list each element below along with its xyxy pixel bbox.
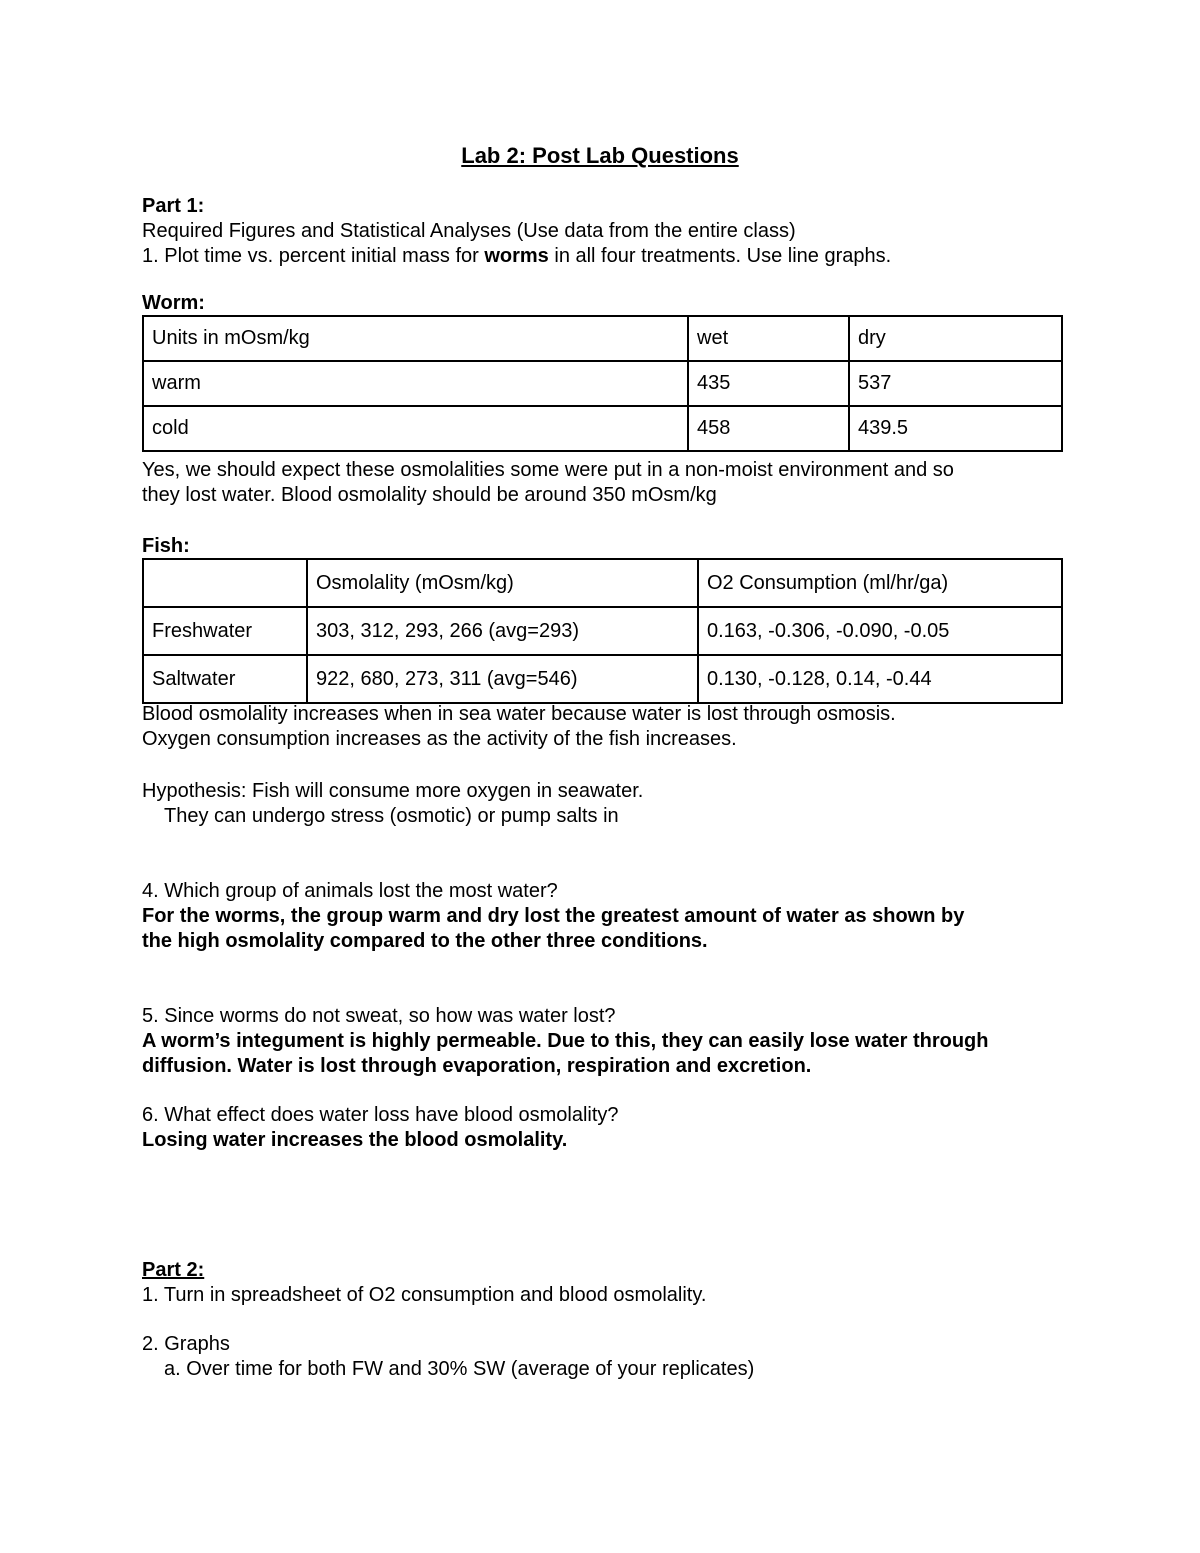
fish-header-empty: [143, 559, 307, 607]
fish-header-osmolality: Osmolality (mOsm/kg): [307, 559, 698, 607]
table-row: [143, 655, 1062, 703]
fish-cell: 303, 312, 293, 266 (avg=293): [307, 607, 698, 655]
table-row: [143, 316, 1062, 361]
worm-cell: 537: [849, 361, 1062, 406]
fish-table: [142, 558, 1063, 704]
worm-label: Worm:: [142, 292, 205, 314]
page-title: Lab 2: Post Lab Questions: [461, 143, 739, 168]
answer-5-line1: A worm’s integument is highly permeable. Due to this, they can easily lose water through: [142, 1030, 989, 1052]
part2-item-2: 2. Graphs: [142, 1333, 230, 1355]
table-row: [143, 361, 1062, 406]
part2-heading: Part 2:: [142, 1259, 205, 1281]
worm-table: [142, 315, 1063, 452]
part1-heading: Part 1:: [142, 195, 205, 217]
worm-cell: 435: [688, 361, 849, 406]
fish-note-line1: Blood osmolality increases when in sea water because water is lost through osmosis.: [142, 703, 896, 725]
question-6-text: 6. What effect does water loss have blood osmolality?: [142, 1104, 619, 1126]
part2-section: [142, 1258, 754, 1382]
question-1-bold: worms: [484, 245, 549, 267]
question-1-prefix: 1. Plot time vs. percent initial mass for: [142, 245, 485, 267]
question-1-suffix: in all four treatments. Use line graphs.: [548, 245, 892, 267]
table-row: [143, 559, 1062, 607]
hypothesis-text: Hypothesis: Fish will consume more oxygen in seawater.: [142, 780, 644, 802]
hypothesis: [142, 779, 643, 829]
worm-note-line2: they lost water. Blood osmolality should be around 350 mOsm/kg: [142, 484, 717, 506]
fish-header-o2: O2 Consumption (ml/hr/ga): [698, 559, 1062, 607]
fish-cell: 0.163, -0.306, -0.090, -0.05: [698, 607, 1062, 655]
question-1: [142, 244, 891, 269]
fish-cell: 922, 680, 273, 311 (avg=546): [307, 655, 698, 703]
fish-row-label: Saltwater: [143, 655, 307, 703]
worm-note-line1: Yes, we should expect these osmolalities some were put in a non-moist environment and so: [142, 459, 954, 481]
answer-4-line1: For the worms, the group warm and dry lost the greatest amount of water as shown by: [142, 905, 965, 927]
fish-row-label: Freshwater: [143, 607, 307, 655]
question-4: [142, 879, 964, 954]
table-row: [143, 607, 1062, 655]
question-5: [142, 1004, 988, 1079]
worm-header-wet: wet: [688, 316, 849, 361]
answer-6: Losing water increases the blood osmolality.: [142, 1129, 568, 1151]
answer-4-line2: the high osmolality compared to the other three conditions.: [142, 930, 708, 952]
spacer: [142, 1308, 754, 1332]
worm-header-units: Units in mOsm/kg: [143, 316, 688, 361]
part2-item-2a: a. Over time for both FW and 30% SW (average of your replicates): [164, 1358, 755, 1380]
part1-section: [142, 194, 891, 269]
table-row: [143, 406, 1062, 451]
worm-cell: 439.5: [849, 406, 1062, 451]
worm-header-dry: dry: [849, 316, 1062, 361]
fish-note-line2: Oxygen consumption increases as the activity of the fish increases.: [142, 728, 737, 750]
worm-cell: 458: [688, 406, 849, 451]
hypothesis-sub: They can undergo stress (osmotic) or pump salts in: [164, 805, 619, 827]
worm-row-label: warm: [143, 361, 688, 406]
answer-5-line2: diffusion. Water is lost through evaporation, respiration and excretion.: [142, 1055, 812, 1077]
part1-intro: Required Figures and Statistical Analyses (Use data from the entire class): [142, 220, 796, 242]
fish-label: Fish:: [142, 535, 190, 557]
question-5-text: 5. Since worms do not sweat, so how was water lost?: [142, 1005, 616, 1027]
fish-note: [142, 702, 896, 752]
part2-item-1: 1. Turn in spreadsheet of O2 consumption and blood osmolality.: [142, 1284, 707, 1306]
fish-cell: 0.130, -0.128, 0.14, -0.44: [698, 655, 1062, 703]
worm-note: [142, 458, 954, 508]
question-4-text: 4. Which group of animals lost the most water?: [142, 880, 558, 902]
question-6: [142, 1103, 619, 1153]
worm-row-label: cold: [143, 406, 688, 451]
